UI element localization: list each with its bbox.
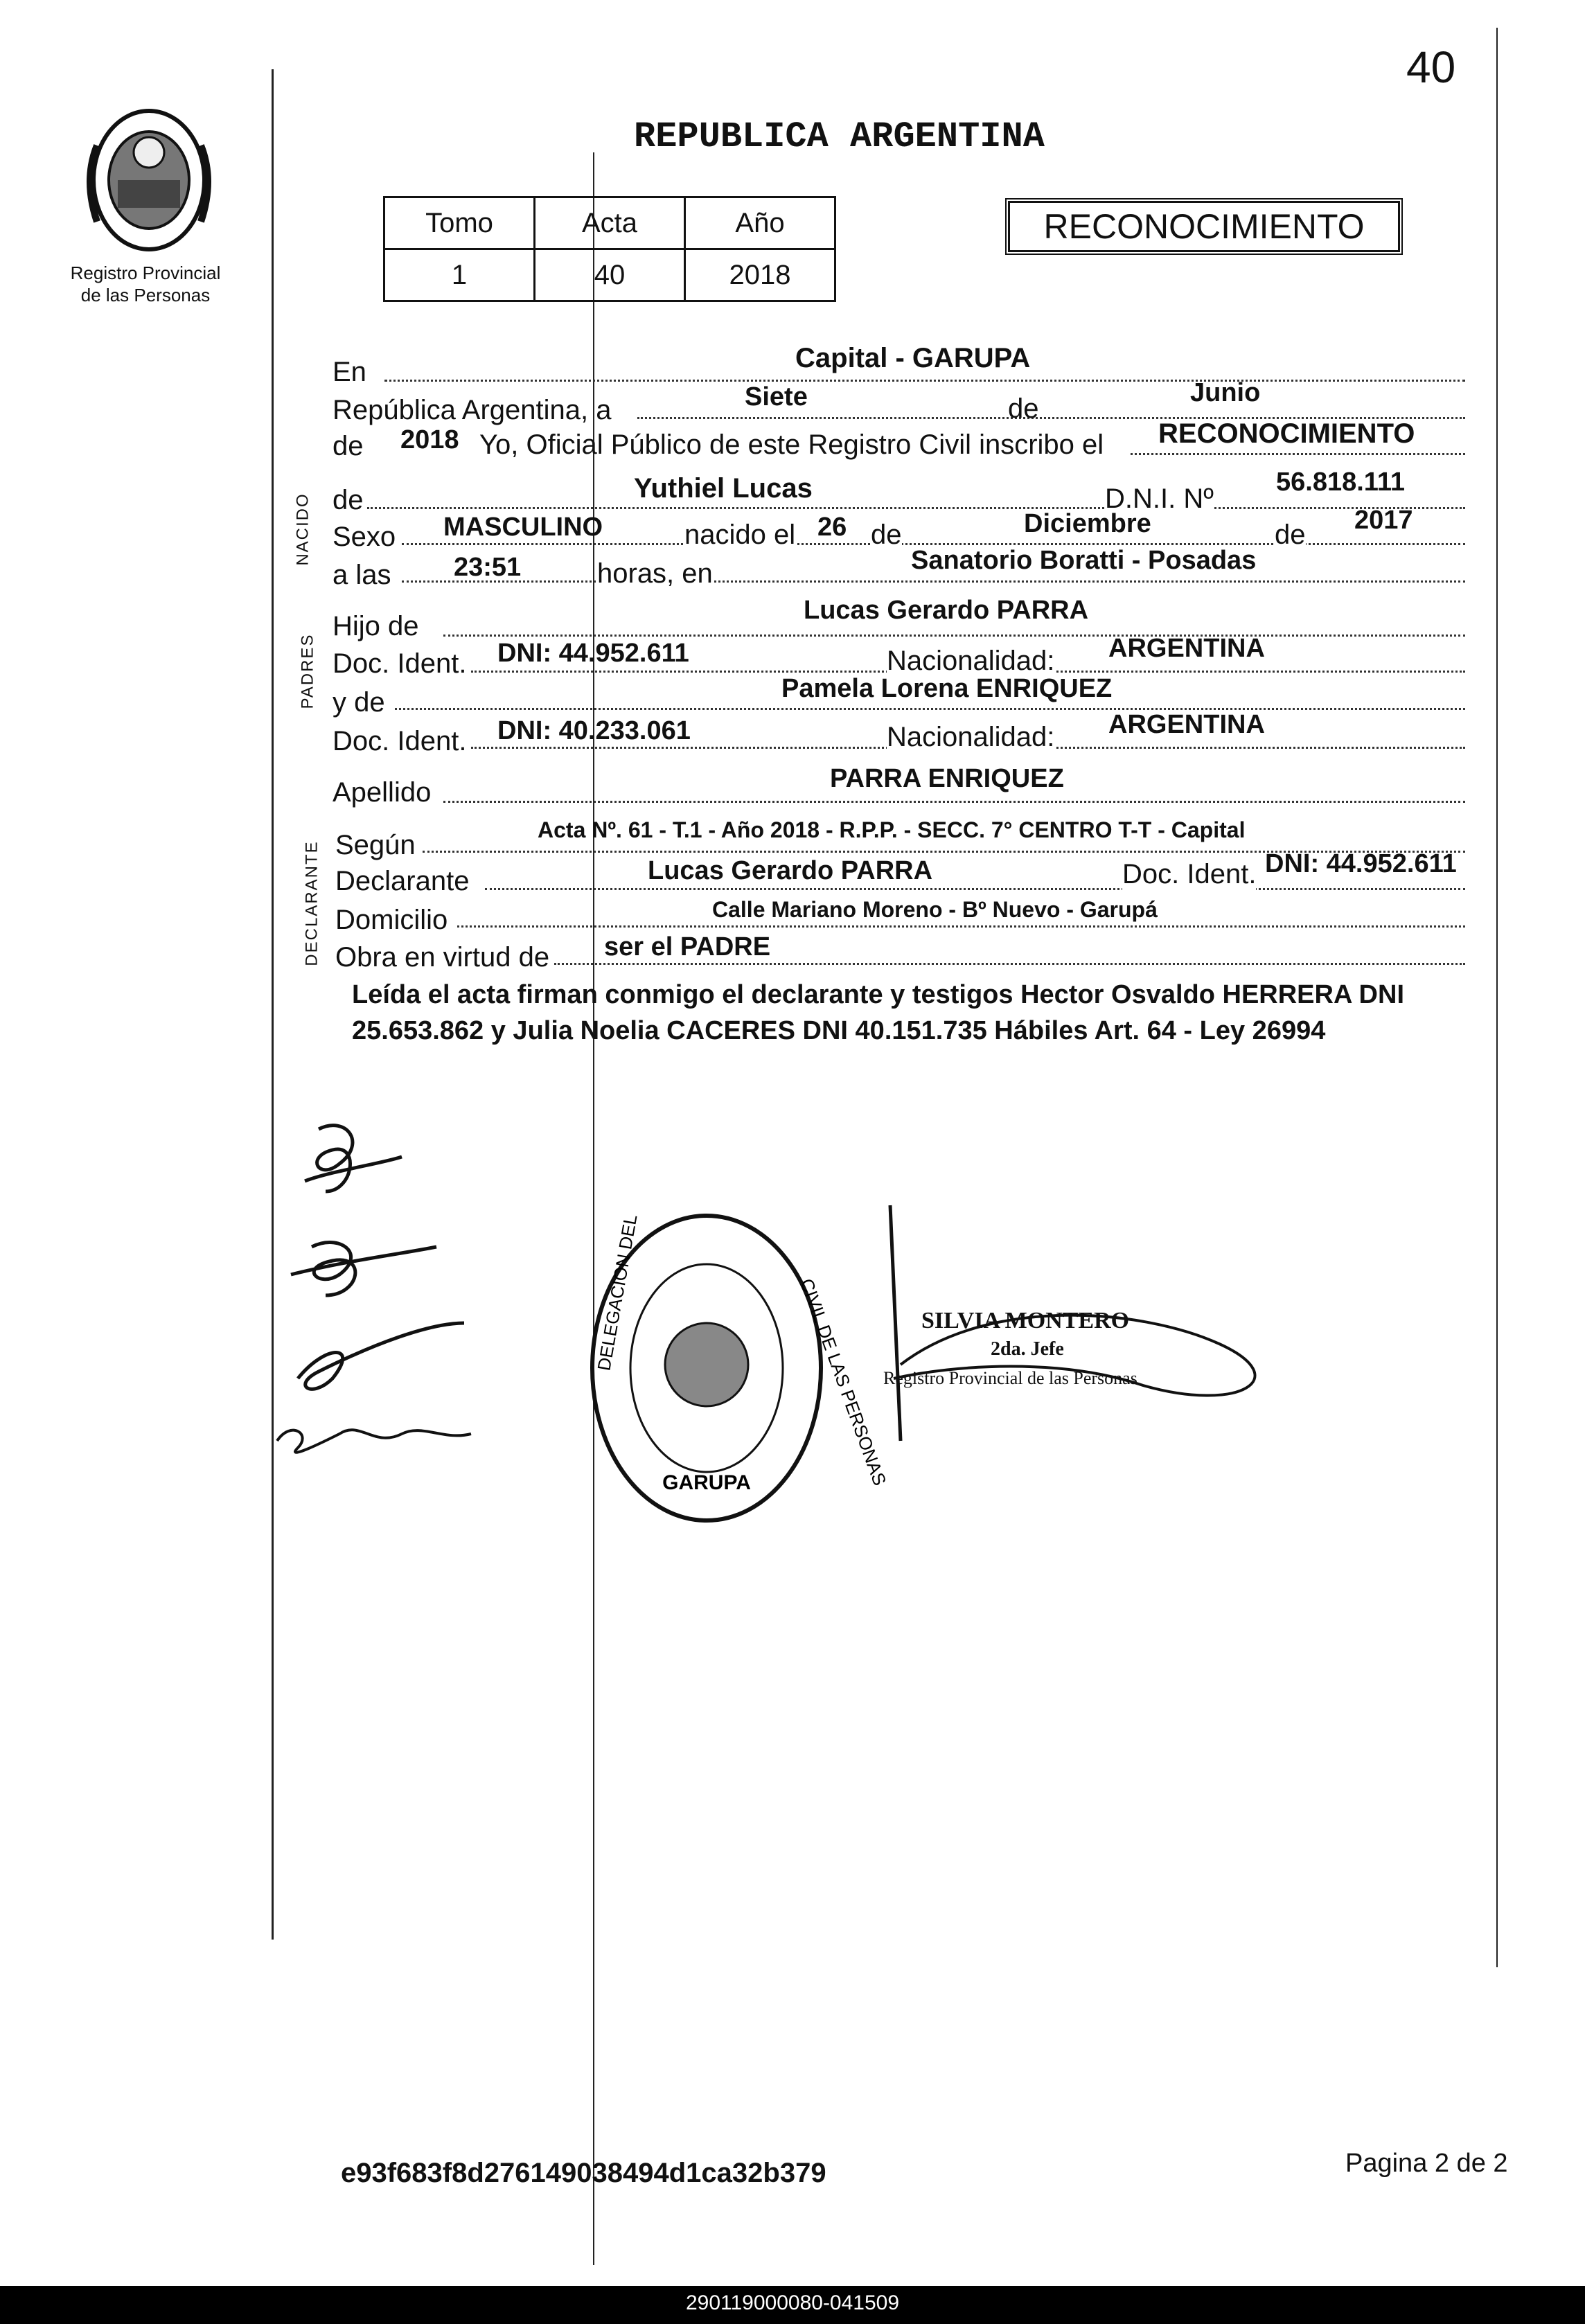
name-value: Yuthiel Lucas bbox=[634, 473, 813, 504]
official-stamp-line2: 2da. Jefe bbox=[991, 1338, 1064, 1360]
domicilio-label: Domicilio bbox=[335, 905, 448, 935]
y-de-label: y de bbox=[333, 687, 385, 718]
left-margin-line bbox=[272, 69, 274, 1940]
table-cell-tomo: 1 bbox=[384, 249, 535, 301]
a-las-label: a las bbox=[333, 560, 391, 590]
yo-text: Yo, Oficial Público de este Registro Civil inscribo el bbox=[479, 429, 1104, 460]
table-cell-ano: 2018 bbox=[685, 249, 835, 301]
birth-month-value: Diciembre bbox=[1024, 509, 1151, 538]
inscribe-value: RECONOCIMIENTO bbox=[1158, 418, 1415, 449]
country-title: REPUBLICA ARGENTINA bbox=[634, 116, 1045, 157]
father-value: Lucas Gerardo PARRA bbox=[804, 596, 1089, 625]
father-nat-value: ARGENTINA bbox=[1108, 634, 1265, 663]
dni-value: 56.818.111 bbox=[1276, 468, 1405, 497]
doc-ident-label-1: Doc. Ident. bbox=[333, 648, 467, 679]
doc-type-box: RECONOCIMIENTO bbox=[1008, 201, 1400, 252]
misiones-crest-icon bbox=[76, 104, 222, 256]
de3-label: de bbox=[871, 520, 902, 550]
apellido-label: Apellido bbox=[333, 777, 432, 808]
section-declarante: DECLARANTE bbox=[302, 840, 321, 966]
segun-value: Acta Nº. 61 - T.1 - Año 2018 - R.P.P. - SECC. 7° CENTRO T-T - Capital bbox=[538, 817, 1246, 842]
mother-value: Pamela Lorena ENRIQUEZ bbox=[781, 674, 1113, 703]
en-label: En bbox=[333, 357, 366, 387]
page-number: 40 bbox=[1406, 42, 1456, 92]
dotted-line bbox=[443, 801, 1465, 803]
de1-label: de bbox=[1008, 393, 1039, 424]
hour-value: 23:51 bbox=[454, 553, 522, 582]
logo bbox=[76, 104, 222, 256]
nacionalidad-label-1: Nacionalidad: bbox=[887, 646, 1055, 676]
declarante-label: Declarante bbox=[335, 866, 470, 896]
registry-oval-stamp bbox=[582, 1205, 891, 1531]
handwritten-signatures bbox=[263, 1115, 485, 1489]
hijo-de-label: Hijo de bbox=[333, 611, 419, 641]
en-value: Capital - GARUPA bbox=[795, 343, 1031, 373]
table-header-acta: Acta bbox=[535, 197, 685, 249]
dotted-line bbox=[402, 543, 1465, 545]
birth-day-value: 26 bbox=[817, 513, 847, 542]
dotted-line bbox=[367, 507, 1465, 509]
nacido-el-label: nacido el bbox=[684, 520, 796, 550]
day-value: Siete bbox=[745, 382, 808, 411]
year-value: 2018 bbox=[400, 425, 459, 454]
father-dni-value: DNI: 44.952.611 bbox=[497, 639, 689, 668]
table-header-tomo: Tomo bbox=[384, 197, 535, 249]
dotted-line bbox=[402, 580, 1465, 583]
de2-label: de bbox=[333, 431, 364, 461]
nacionalidad-label-2: Nacionalidad: bbox=[887, 722, 1055, 752]
acta-table bbox=[383, 196, 836, 302]
document-hash: e93f683f8d276149038494d1ca32b379 bbox=[341, 2158, 826, 2188]
dotted-line bbox=[457, 925, 1465, 928]
logo-caption: Registro Provincial de las Personas bbox=[70, 263, 221, 305]
de4-label: de bbox=[1275, 520, 1306, 550]
horas-en-label: horas, en bbox=[597, 558, 713, 589]
dotted-line bbox=[384, 380, 1465, 382]
pagination: Pagina 2 de 2 bbox=[1345, 2149, 1508, 2178]
declarante-value: Lucas Gerardo PARRA bbox=[648, 856, 933, 885]
place-value: Sanatorio Boratti - Posadas bbox=[911, 546, 1257, 575]
official-stamp-line3: Registro Provincial de las Personas bbox=[883, 1368, 1137, 1388]
de-label: de bbox=[333, 485, 364, 515]
mother-nat-value: ARGENTINA bbox=[1108, 710, 1265, 739]
segun-label: Según bbox=[335, 830, 416, 860]
section-nacido: NACIDO bbox=[293, 493, 312, 566]
svg-text:CIVIL DE LAS PERSONAS: CIVIL DE LAS PERSONAS bbox=[796, 1275, 891, 1489]
section-padres: PADRES bbox=[298, 633, 317, 709]
footer-code: 290119000080-041509 bbox=[685, 2291, 900, 2314]
table-header-ano: Año bbox=[685, 197, 835, 249]
dotted-line bbox=[485, 888, 1465, 890]
birth-year-value: 2017 bbox=[1354, 506, 1413, 535]
dotted-line bbox=[395, 708, 1465, 710]
right-margin-line bbox=[1496, 28, 1498, 1967]
dotted-line bbox=[443, 635, 1465, 637]
domicilio-value: Calle Mariano Moreno - Bº Nuevo - Garupá bbox=[712, 897, 1158, 922]
dotted-line bbox=[1131, 453, 1465, 455]
apellido-value: PARRA ENRIQUEZ bbox=[830, 764, 1064, 793]
doc-ident-label-2: Doc. Ident. bbox=[333, 726, 467, 756]
month-value: Junio bbox=[1190, 378, 1261, 407]
obra-label: Obra en virtud de bbox=[335, 942, 550, 973]
declarante-dni-value: DNI: 44.952.611 bbox=[1265, 849, 1457, 878]
republica-label: República Argentina, a bbox=[333, 395, 612, 425]
mother-dni-value: DNI: 40.233.061 bbox=[497, 716, 691, 745]
closing-text: Leída el acta firman conmigo el declarante y testigos Hector Osvaldo HERRERA DNI 25.653.862 y Julia Noelia CACERES DNI 40.151.735 Hábiles Art. 64 - Ley 26994 bbox=[352, 980, 1404, 1045]
official-stamp-line1: SILVIA MONTERO bbox=[921, 1308, 1130, 1333]
sexo-label: Sexo bbox=[333, 522, 396, 552]
table-cell-acta: 40 bbox=[535, 249, 685, 301]
doc-ident-label-3: Doc. Ident. bbox=[1122, 859, 1257, 889]
stamp-bottom: GARUPA bbox=[662, 1471, 751, 1494]
obra-value: ser el PADRE bbox=[604, 932, 771, 961]
sexo-value: MASCULINO bbox=[443, 513, 603, 542]
official-signature bbox=[852, 1205, 1309, 1469]
dni-label: D.N.I. Nº bbox=[1105, 484, 1214, 514]
dotted-line bbox=[554, 963, 1465, 965]
svg-text:DELEGACION DEL: DELEGACION DEL bbox=[593, 1213, 641, 1373]
